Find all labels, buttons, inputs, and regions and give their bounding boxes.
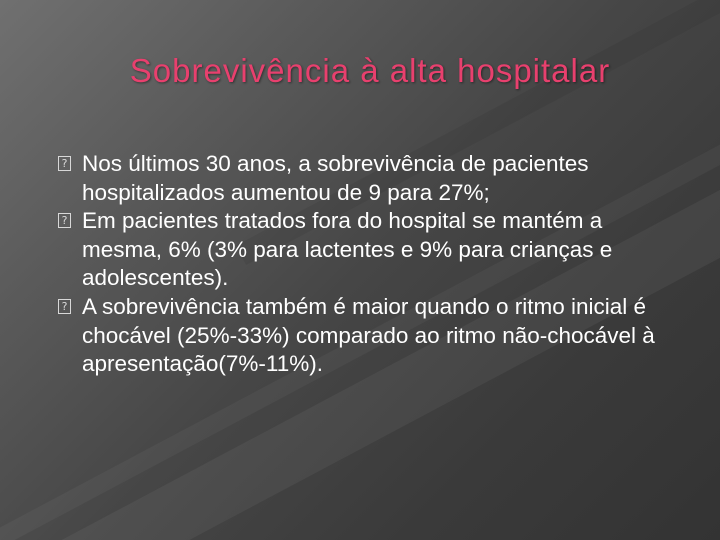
bullet-text: Nos últimos 30 anos, a sobrevivência de pacientes hospitalizados aumentou de 9 para 27%;	[82, 151, 589, 205]
slide-title: Sobrevivência à alta hospitalar	[129, 52, 611, 89]
bullet-item	[58, 150, 658, 207]
bullet-item	[58, 293, 658, 379]
bullet-item	[58, 207, 658, 293]
bullet-text: Em pacientes tratados fora do hospital se mantém a mesma, 6% (3% para lactentes e 9% para crianças e adolescentes).	[82, 208, 613, 291]
bullet-text: A sobrevivência também é maior quando o ritmo inicial é chocável (25%-33%) comparado ao ritmo não-chocável à apresentação(7%-11%).	[82, 293, 655, 377]
replacement-char-bullet-icon: ?	[58, 213, 71, 228]
replacement-char-bullet-icon: ?	[58, 156, 71, 171]
replacement-char-bullet-icon: ?	[58, 299, 71, 314]
bullet-list	[58, 150, 658, 379]
